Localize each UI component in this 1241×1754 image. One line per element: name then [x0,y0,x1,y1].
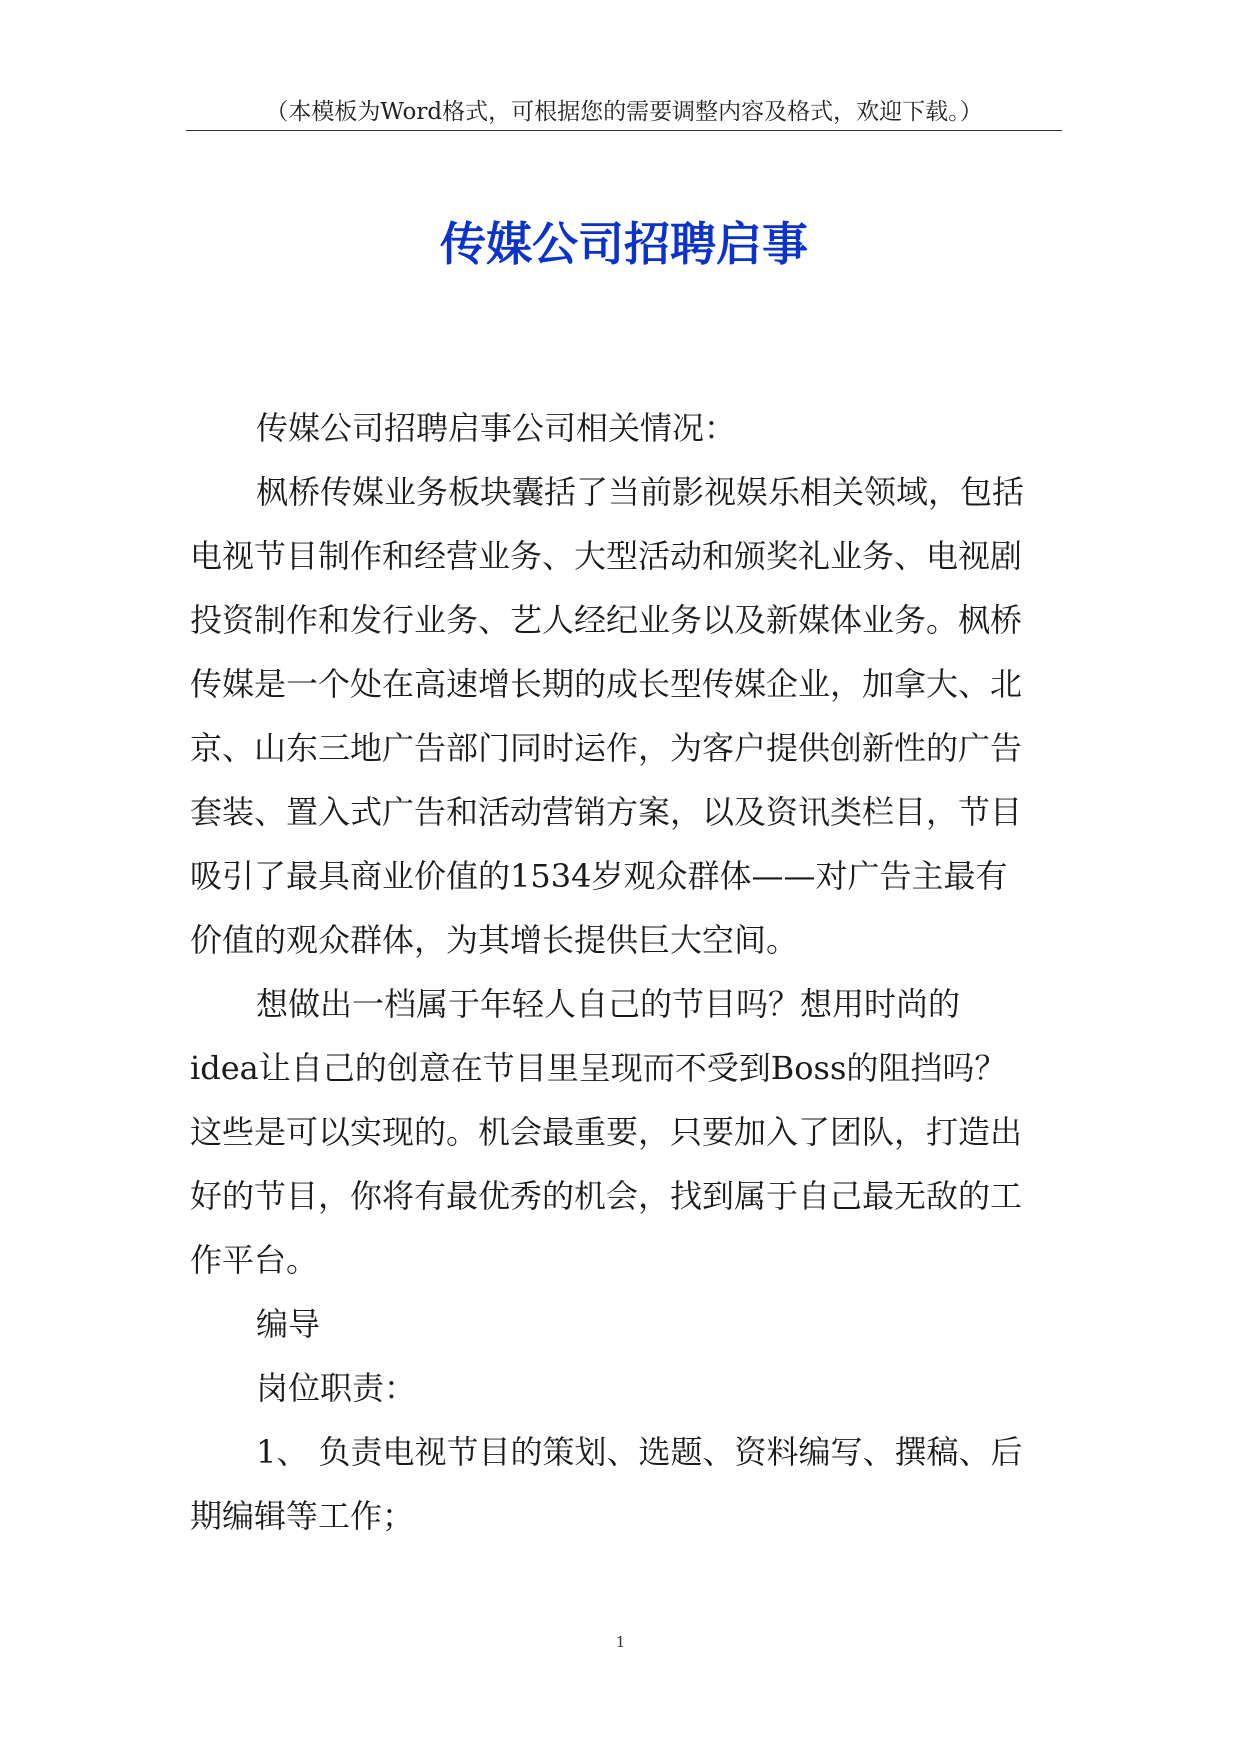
paragraph-responsibilities-heading [190,1356,1060,1420]
text-line: 电视节目制作和经营业务、大型活动和颁奖礼业务、电视剧 [190,537,1023,575]
text-line: 京、山东三地广告部门同时运作，为客户提供创新性的广告 [190,729,1023,767]
text-line: 1、 负责电视节目的策划、选题、资料编写、撰稿、后 [256,1433,1023,1471]
text-line: 岗位职责： [256,1369,417,1407]
text-line: 价值的观众群体，为其增长提供巨大空间。 [190,921,799,959]
text-line: 投资制作和发行业务、艺人经纪业务以及新媒体业务。枫桥 [190,601,1023,639]
document-body [190,396,1060,1548]
page-number: 1 [615,1633,626,1651]
text-line: 这些是可以实现的。机会最重要，只要加入了团队，打造出 [190,1113,1023,1151]
paragraph-company-intro-heading [190,396,1060,460]
text-line: 传媒是一个处在高速增长期的成长型传媒企业，加拿大、北 [190,665,1023,703]
text-line: 期编辑等工作； [190,1497,415,1535]
text-line: 吸引了最具商业价值的1534岁观众群体——对广告主最有 [190,857,1008,895]
text-line: 传媒公司招聘启事公司相关情况： [256,409,737,447]
paragraph-company-description [190,460,1060,972]
text-line: 好的节目，你将有最优秀的机会，找到属于自己最无敌的工 [190,1177,1023,1215]
text-line: 作平台。 [190,1241,319,1279]
paragraph-invitation [190,972,1060,1292]
paragraph-position-title [190,1292,1060,1356]
text-line: 编导 [256,1305,321,1343]
text-line: idea让自己的创意在节目里呈现而不受到Boss的阻挡吗？ [190,1049,1007,1087]
text-line: 枫桥传媒业务板块囊括了当前影视娱乐相关领域，包括 [256,473,1025,511]
header-note: （本模板为Word格式，可根据您的需要调整内容及格式，欢迎下载。） [265,99,983,125]
paragraph-responsibility-item [190,1420,1060,1548]
text-line: 想做出一档属于年轻人自己的节目吗？想用时尚的 [256,985,961,1023]
header-rule [186,130,1062,131]
text-line: 套装、置入式广告和活动营销方案，以及资讯类栏目，节目 [190,793,1023,831]
document-title: 传媒公司招聘启事 [440,217,808,271]
